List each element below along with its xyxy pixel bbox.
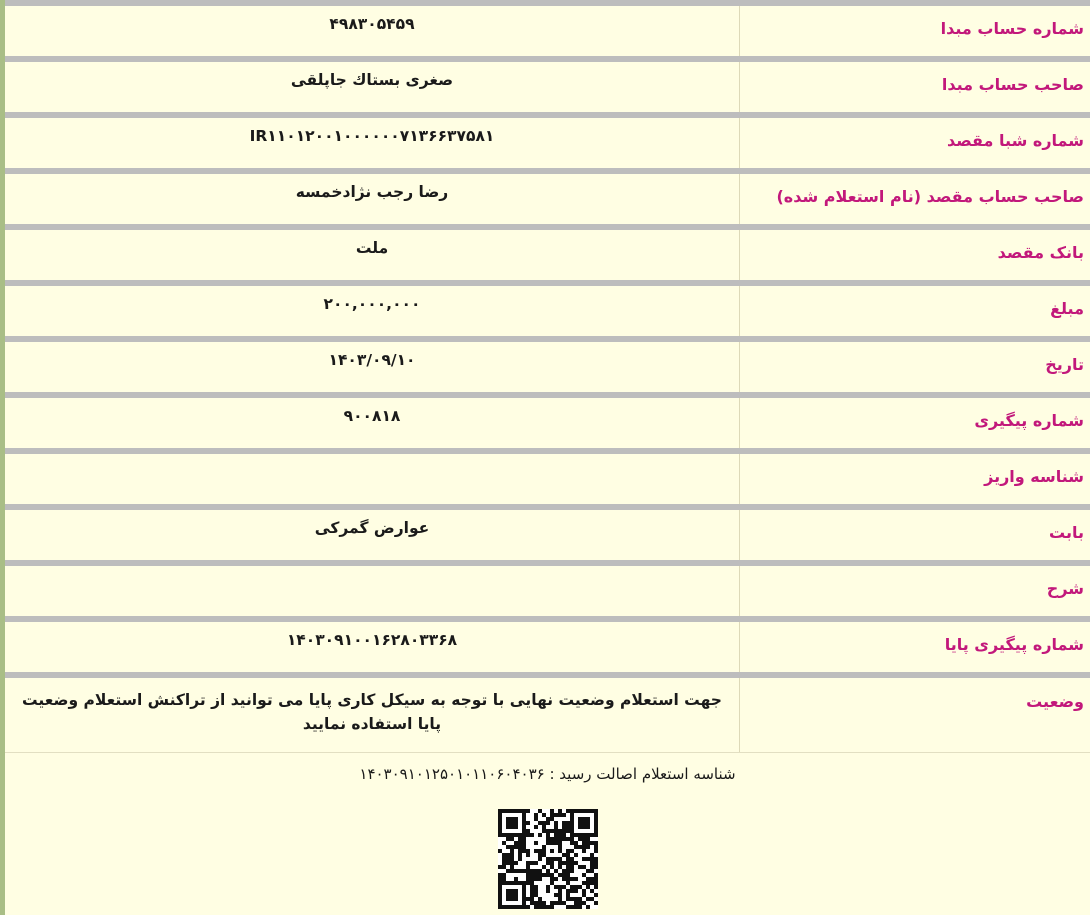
label-paya-tracking: شماره پیگیری پایا: [739, 622, 1090, 672]
label-amount: مبلغ: [739, 286, 1090, 336]
label-destination-owner: صاحب حساب مقصد (نام استعلام شده): [739, 174, 1090, 224]
authenticity-id: شناسه استعلام اصالت رسید : ۱۴۰۳۰۹۱۰۱۲۵۰۱۰۱۱۰۶۰۴۰۳۶: [359, 765, 736, 783]
label-source-account-owner: صاحب حساب مبدا: [739, 62, 1090, 112]
value-destination-iban: IR۱۱۰۱۲۰۰۱۰۰۰۰۰۰۷۱۳۶۶۳۷۵۸۱: [249, 127, 495, 145]
row-destination-owner: [5, 168, 1090, 224]
row-source-account-number: [5, 0, 1090, 56]
row-amount: [5, 280, 1090, 336]
value-date: ۱۴۰۳/۰۹/۱۰: [328, 351, 416, 369]
label-purpose: بابت: [739, 510, 1090, 560]
value-status: جهت استعلام وضعیت نهایی با توجه به سیکل کاری پایا می توانید از تراکنش استعلام وضعیت پایا استفاده نمایید: [22, 691, 722, 733]
label-tracking-number: شماره پیگیری: [739, 398, 1090, 448]
value-source-account-number: ۴۹۸۳۰۵۴۵۹: [329, 15, 415, 33]
value-description: [5, 566, 739, 616]
label-status: وضعیت: [739, 678, 1090, 752]
row-source-account-owner: [5, 56, 1090, 112]
receipt-footer: [5, 752, 1090, 909]
value-paya-tracking: ۱۴۰۳۰۹۱۰۰۱۶۲۸۰۳۳۶۸: [286, 631, 458, 649]
value-deposit-id: [5, 454, 739, 504]
label-description: شرح: [739, 566, 1090, 616]
row-purpose: [5, 504, 1090, 560]
row-deposit-id: [5, 448, 1090, 504]
label-destination-iban: شماره شبا مقصد: [739, 118, 1090, 168]
row-description: [5, 560, 1090, 616]
label-source-account-number: شماره حساب مبدا: [739, 6, 1090, 56]
label-destination-bank: بانک مقصد: [739, 230, 1090, 280]
row-destination-iban: [5, 112, 1090, 168]
value-amount: ۲۰۰,۰۰۰,۰۰۰: [323, 295, 421, 313]
row-paya-tracking: [5, 616, 1090, 672]
value-purpose: عوارض گمرکی: [314, 519, 430, 537]
label-deposit-id: شناسه واریز: [739, 454, 1090, 504]
row-date: [5, 336, 1090, 392]
row-destination-bank: [5, 224, 1090, 280]
row-tracking-number: [5, 392, 1090, 448]
value-source-account-owner: صغری بستاك جاپلقی: [290, 71, 454, 89]
row-status: [5, 672, 1090, 752]
value-destination-owner: رضا رجب نژادخمسه: [295, 183, 449, 201]
value-destination-bank: ملت: [355, 239, 389, 257]
label-date: تاریخ: [739, 342, 1090, 392]
receipt-table: [5, 0, 1090, 915]
value-tracking-number: ۹۰۰۸۱۸: [343, 407, 401, 425]
qr-code-icon: [498, 809, 598, 909]
